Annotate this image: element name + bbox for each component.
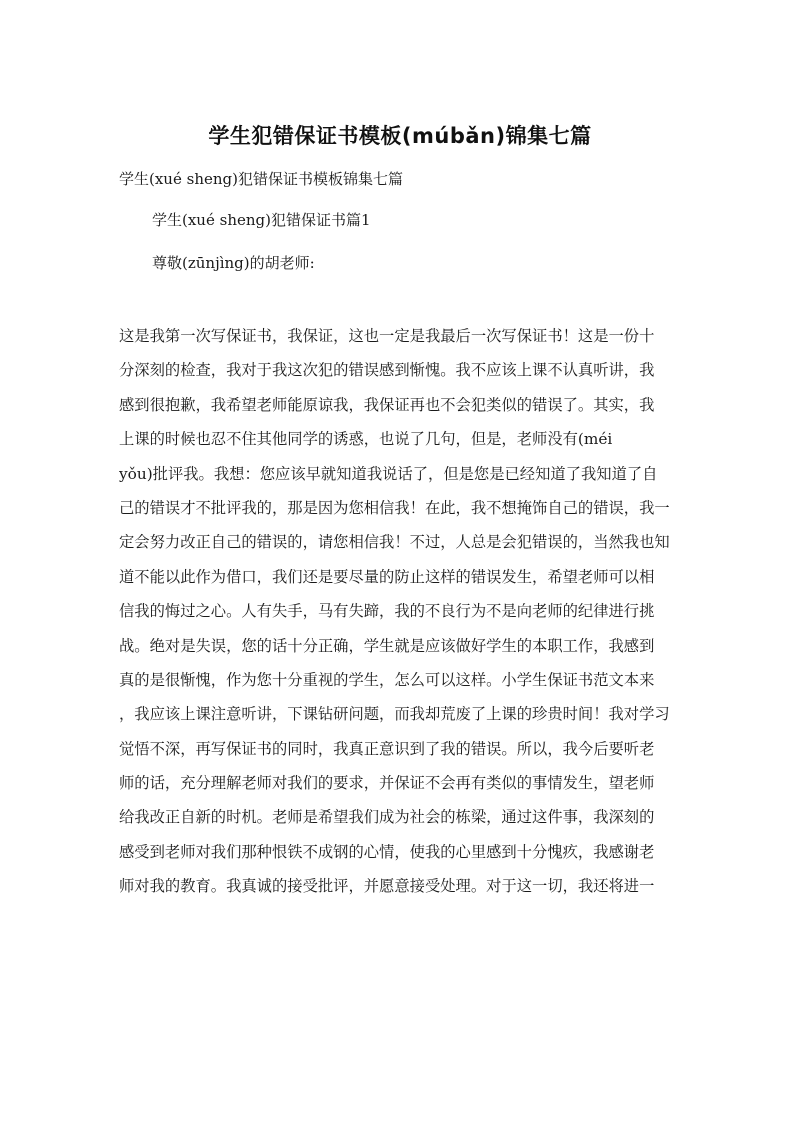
body-line: 师的话，充分理解老师对我们的要求，并保证不会再有类似的事情发生，望老师	[119, 774, 655, 793]
body-line: 上课的时候也忍不住其他同学的诱惑，也说了几句，但是，老师没有(méi	[119, 430, 613, 449]
body-line: 道不能以此作为借口，我们还是要尽量的防止这样的错误发生，希望老师可以相	[119, 567, 655, 586]
body-line: 这是我第一次写保证书，我保证，这也一定是我最后一次写保证书！这是一份十	[119, 327, 655, 345]
salutation: 尊敬(zūnjìng)的胡老师:	[152, 254, 315, 272]
body-line: 给我改正自新的时机。老师是希望我们成为社会的栋梁，通过这件事，我深刻的	[119, 808, 655, 827]
body-line: 分深刻的检查，我对于我这次犯的错误感到惭愧。我不应该上课不认真听讲，我	[119, 361, 655, 380]
body-line: yǒu)批评我。我想：您应该早就知道我说话了，但是您是已经知道了我知道了自	[119, 464, 658, 483]
body-line: 信我的悔过之心。人有失手，马有失蹄，我的不良行为不是向老师的纪律进行挑	[119, 602, 655, 621]
body-line: 感到很抱歉，我希望老师能原谅我，我保证再也不会犯类似的错误了。其实，我	[119, 395, 655, 414]
body-line: 感受到老师对我们那种恨铁不成钢的心情，使我的心里感到十分愧疚，我感谢老	[119, 842, 655, 861]
document-title: 学生犯错保证书模板(múbǎn)锦集七篇	[208, 124, 592, 148]
body-line: 真的是很惭愧，作为您十分重视的学生，怎么可以这样。小学生保证书范文本来	[119, 670, 655, 689]
body-line: 师对我的教育。我真诚的接受批评，并愿意接受处理。对于这一切，我还将进一	[119, 877, 655, 896]
body-text	[119, 321, 684, 906]
section-heading: 学生(xué sheng)犯错保证书篇1	[152, 211, 371, 229]
body-line: 己的错误才不批评我的，那是因为您相信我！在此，我不想掩饰自己的错误，我一	[119, 498, 670, 517]
body-line: 定会努力改正自己的错误的，请您相信我！不过，人总是会犯错误的，当然我也知	[119, 533, 670, 552]
body-line: ，我应该上课注意听讲，下课钻研问题，而我却荒废了上课的珍贵时间！我对学习	[119, 705, 670, 724]
body-line: 战。绝对是失误，您的话十分正确，学生就是应该做好学生的本职工作，我感到	[119, 636, 655, 655]
body-line: 觉悟不深，再写保证书的同时，我真正意识到了我的错误。所以，我今后要听老	[119, 739, 655, 758]
document-subtitle: 学生(xué sheng)犯错保证书模板锦集七篇	[119, 170, 403, 188]
